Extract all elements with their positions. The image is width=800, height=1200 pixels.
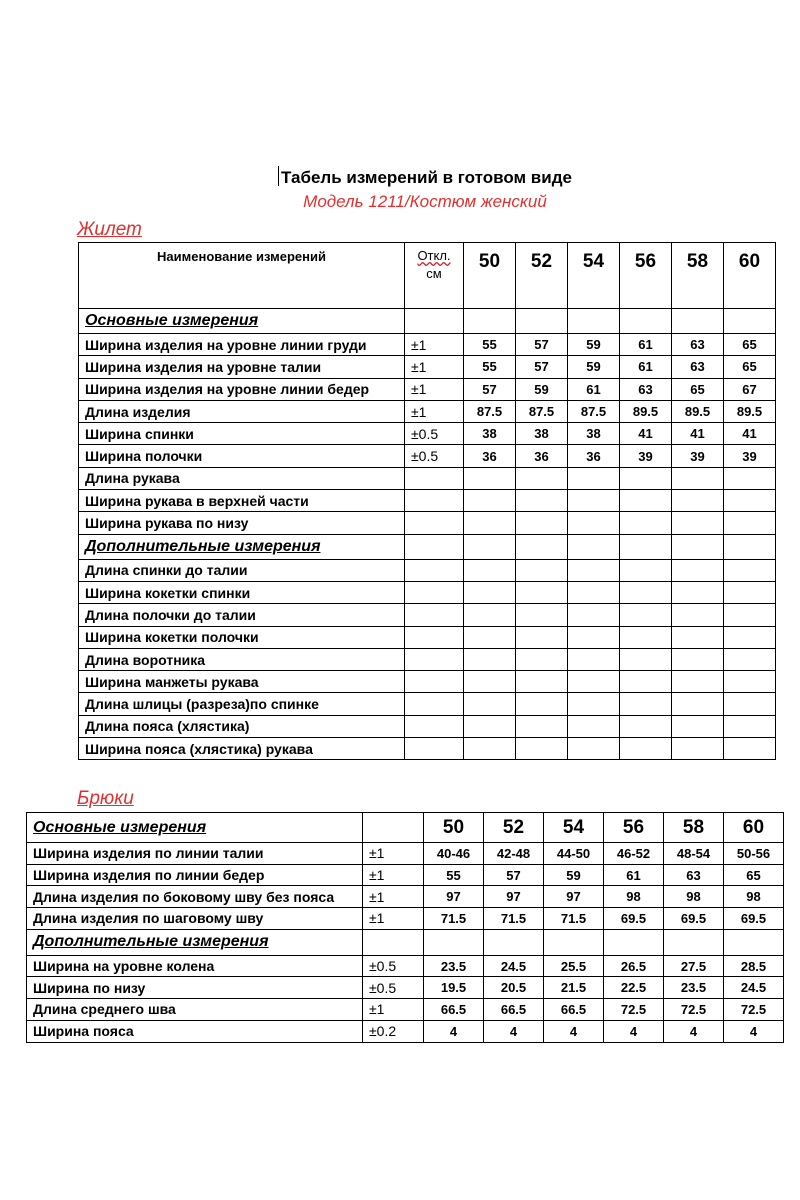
tolerance-value	[405, 604, 464, 626]
measurement-value: 71.5	[544, 908, 604, 930]
measurement-value: 57	[484, 864, 544, 886]
measurement-value: 69.5	[664, 908, 724, 930]
tolerance-value: ±1	[363, 999, 424, 1021]
measurement-name: Длина изделия по шаговому шву	[27, 908, 363, 930]
measurement-value	[464, 559, 516, 581]
measurement-value	[516, 693, 568, 715]
table-row	[79, 490, 776, 512]
text-cursor	[278, 166, 279, 186]
tolerance-header-line2: см	[426, 266, 442, 281]
measurement-value	[516, 715, 568, 737]
measurement-value	[724, 559, 776, 581]
measurement-value	[464, 467, 516, 489]
measurement-value: 66.5	[424, 999, 484, 1021]
measurement-value	[724, 467, 776, 489]
measurement-name: Длина воротника	[79, 648, 405, 670]
measurement-name: Ширина на уровне колена	[27, 955, 363, 977]
measurement-value	[568, 604, 620, 626]
measurement-value: 36	[464, 445, 516, 467]
measurement-value: 97	[484, 886, 544, 908]
table-row	[79, 559, 776, 581]
measurement-value: 63	[620, 378, 672, 400]
measurement-value: 46-52	[604, 843, 664, 865]
measurement-value: 61	[568, 378, 620, 400]
tolerance-value	[405, 671, 464, 693]
measurement-value: 59	[544, 864, 604, 886]
measurement-value: 65	[724, 864, 784, 886]
measurement-value	[568, 648, 620, 670]
measurement-value: 65	[724, 334, 776, 356]
measurement-value	[568, 490, 620, 512]
size-header: 54	[568, 243, 620, 309]
size-header: 50	[464, 243, 516, 309]
measurement-value	[672, 581, 724, 603]
measurement-value: 72.5	[724, 999, 784, 1021]
size-header: 60	[724, 243, 776, 309]
empty-cell	[363, 813, 424, 843]
measurement-name: Ширина изделия на уровне талии	[79, 356, 405, 378]
table-row	[79, 671, 776, 693]
measurement-name: Длина спинки до талии	[79, 559, 405, 581]
measurement-value: 4	[604, 1020, 664, 1042]
measurement-value: 65	[672, 378, 724, 400]
measurement-value	[620, 671, 672, 693]
table-row	[27, 908, 784, 930]
measurement-value	[516, 626, 568, 648]
section-heading: Дополнительные измерения	[27, 929, 363, 955]
measurement-name: Длина шлицы (разреза)по спинке	[79, 693, 405, 715]
measurement-value: 28.5	[724, 955, 784, 977]
measurement-name: Длина полочки до талии	[79, 604, 405, 626]
empty-cell	[672, 534, 724, 559]
empty-cell	[568, 309, 620, 334]
measurement-value: 87.5	[464, 400, 516, 422]
measurement-value: 71.5	[484, 908, 544, 930]
measurement-value: 22.5	[604, 977, 664, 999]
tolerance-value	[405, 648, 464, 670]
measurement-value: 20.5	[484, 977, 544, 999]
table-row	[79, 400, 776, 422]
measurement-value: 55	[464, 356, 516, 378]
measurement-value	[464, 604, 516, 626]
measurement-value: 87.5	[568, 400, 620, 422]
table-row	[27, 843, 784, 865]
tolerance-value	[405, 715, 464, 737]
measurement-value: 39	[724, 445, 776, 467]
pants-section-label: Брюки	[77, 788, 134, 809]
measurement-value	[620, 604, 672, 626]
measurement-value	[672, 490, 724, 512]
measurement-value: 89.5	[620, 400, 672, 422]
measurement-value	[620, 715, 672, 737]
size-header: 58	[664, 813, 724, 843]
tolerance-value: ±1	[363, 886, 424, 908]
measurement-value	[516, 559, 568, 581]
measurement-name: Ширина пояса (хлястика) рукава	[79, 738, 405, 760]
measurement-value	[464, 626, 516, 648]
measurement-value: 26.5	[604, 955, 664, 977]
measurement-value: 59	[568, 334, 620, 356]
measurement-name: Ширина рукава по низу	[79, 512, 405, 534]
measurement-value	[672, 604, 724, 626]
measurement-value	[620, 512, 672, 534]
measurement-name: Ширина изделия по линии бедер	[27, 864, 363, 886]
measurement-value	[464, 693, 516, 715]
table-row	[27, 955, 784, 977]
table-row	[79, 693, 776, 715]
measurement-value	[672, 715, 724, 737]
table-row	[27, 1020, 784, 1042]
measurement-name: Ширина изделия на уровне линии груди	[79, 334, 405, 356]
measurement-value: 69.5	[724, 908, 784, 930]
measurement-value	[464, 648, 516, 670]
table-row	[79, 512, 776, 534]
tolerance-value: ±0.5	[363, 977, 424, 999]
table-row	[79, 648, 776, 670]
tolerance-value: ±0.5	[363, 955, 424, 977]
measurement-value	[568, 467, 620, 489]
measurement-value	[672, 693, 724, 715]
measurement-value: 36	[568, 445, 620, 467]
tolerance-value	[405, 490, 464, 512]
table-row	[27, 999, 784, 1021]
measurement-value	[620, 467, 672, 489]
tolerance-value	[405, 559, 464, 581]
measurement-value: 98	[664, 886, 724, 908]
measurement-name: Ширина изделия по линии талии	[27, 843, 363, 865]
pants-measurements-table	[26, 812, 784, 1043]
measurement-value: 50-56	[724, 843, 784, 865]
measurement-value	[672, 671, 724, 693]
measurement-value: 55	[464, 334, 516, 356]
tolerance-value: ±1	[405, 334, 464, 356]
measurement-value: 72.5	[664, 999, 724, 1021]
measurement-value	[672, 626, 724, 648]
section-heading: Дополнительные измерения	[79, 534, 405, 559]
empty-cell	[516, 309, 568, 334]
measurement-value: 98	[724, 886, 784, 908]
size-header: 54	[544, 813, 604, 843]
measurement-value: 59	[568, 356, 620, 378]
size-header: 56	[604, 813, 664, 843]
section-heading: Основные измерения	[27, 813, 363, 843]
measurement-value	[516, 490, 568, 512]
measurement-value	[672, 738, 724, 760]
table-row	[79, 378, 776, 400]
measurement-value: 61	[620, 356, 672, 378]
measurement-value: 63	[672, 356, 724, 378]
measurement-value	[620, 490, 672, 512]
measurement-value	[724, 671, 776, 693]
model-subtitle: Модель 1211/Костюм женский	[303, 192, 547, 211]
measurement-value: 39	[620, 445, 672, 467]
section-row	[27, 929, 784, 955]
empty-cell	[568, 534, 620, 559]
measurement-value: 66.5	[484, 999, 544, 1021]
measurement-value	[516, 467, 568, 489]
table-row	[27, 864, 784, 886]
measurement-value	[516, 738, 568, 760]
measurement-value: 42-48	[484, 843, 544, 865]
measurement-value: 89.5	[724, 400, 776, 422]
empty-cell	[724, 929, 784, 955]
measurement-value: 25.5	[544, 955, 604, 977]
table-row	[27, 886, 784, 908]
table-row	[79, 626, 776, 648]
measurement-value	[724, 512, 776, 534]
measurement-value	[516, 648, 568, 670]
section-row	[79, 309, 776, 334]
measurement-value: 4	[484, 1020, 544, 1042]
size-header: 60	[724, 813, 784, 843]
column-header-name: Наименование измерений	[79, 243, 405, 309]
size-header: 50	[424, 813, 484, 843]
measurement-value	[464, 671, 516, 693]
measurement-value: 55	[424, 864, 484, 886]
measurement-value	[516, 512, 568, 534]
measurement-value	[464, 512, 516, 534]
size-header: 52	[516, 243, 568, 309]
measurement-value: 48-54	[664, 843, 724, 865]
measurement-value	[620, 581, 672, 603]
measurement-value: 63	[672, 334, 724, 356]
measurement-value	[464, 715, 516, 737]
measurement-value: 27.5	[664, 955, 724, 977]
measurement-name: Ширина по низу	[27, 977, 363, 999]
measurement-value: 89.5	[672, 400, 724, 422]
measurement-name: Ширина полочки	[79, 445, 405, 467]
measurement-value: 4	[664, 1020, 724, 1042]
measurement-value	[464, 738, 516, 760]
empty-cell	[664, 929, 724, 955]
measurement-value: 97	[544, 886, 604, 908]
measurement-value	[724, 738, 776, 760]
measurement-value	[516, 581, 568, 603]
page-title	[0, 166, 800, 188]
measurement-value	[516, 604, 568, 626]
empty-cell	[363, 929, 424, 955]
measurement-value	[672, 648, 724, 670]
measurement-value: 38	[464, 423, 516, 445]
tolerance-value: ±1	[363, 908, 424, 930]
empty-cell	[484, 929, 544, 955]
measurement-value: 41	[672, 423, 724, 445]
measurement-value	[568, 671, 620, 693]
tolerance-value: ±1	[363, 864, 424, 886]
table-row	[79, 581, 776, 603]
vest-section-label: Жилет	[77, 219, 142, 240]
table-row	[79, 423, 776, 445]
tolerance-value	[405, 626, 464, 648]
table-row	[27, 977, 784, 999]
measurement-value	[620, 559, 672, 581]
measurement-name: Ширина спинки	[79, 423, 405, 445]
measurement-value: 36	[516, 445, 568, 467]
measurement-value: 23.5	[424, 955, 484, 977]
measurement-name: Ширина изделия на уровне линии бедер	[79, 378, 405, 400]
tolerance-value	[405, 581, 464, 603]
measurement-value	[568, 626, 620, 648]
page-title-text: Табель измерений в готовом виде	[281, 168, 572, 187]
tolerance-value: ±1	[363, 843, 424, 865]
measurement-value: 65	[724, 356, 776, 378]
measurement-value	[620, 626, 672, 648]
measurement-value	[672, 512, 724, 534]
measurement-value	[464, 581, 516, 603]
tolerance-value: ±0.5	[405, 445, 464, 467]
empty-cell	[405, 309, 464, 334]
measurement-value	[724, 490, 776, 512]
measurement-value	[568, 738, 620, 760]
measurement-name: Ширина манжеты рукава	[79, 671, 405, 693]
measurement-value	[724, 715, 776, 737]
measurement-name: Ширина кокетки спинки	[79, 581, 405, 603]
measurement-value: 21.5	[544, 977, 604, 999]
measurement-value	[568, 512, 620, 534]
measurement-value: 61	[604, 864, 664, 886]
measurement-value: 4	[724, 1020, 784, 1042]
measurement-value: 38	[516, 423, 568, 445]
vest-measurements-table	[78, 242, 776, 760]
measurement-value: 67	[724, 378, 776, 400]
measurement-value	[620, 648, 672, 670]
size-header: 58	[672, 243, 724, 309]
measurement-value: 61	[620, 334, 672, 356]
measurement-value: 41	[620, 423, 672, 445]
measurement-name: Длина среднего шва	[27, 999, 363, 1021]
table-header-row	[27, 813, 784, 843]
measurement-value	[568, 559, 620, 581]
table-row	[79, 445, 776, 467]
measurement-value: 4	[424, 1020, 484, 1042]
tolerance-value: ±1	[405, 356, 464, 378]
measurement-name: Ширина рукава в верхней части	[79, 490, 405, 512]
measurement-value: 66.5	[544, 999, 604, 1021]
measurement-value: 97	[424, 886, 484, 908]
measurement-name: Длина рукава	[79, 467, 405, 489]
table-row	[79, 604, 776, 626]
empty-cell	[672, 309, 724, 334]
measurement-value: 38	[568, 423, 620, 445]
table-row	[79, 738, 776, 760]
tolerance-value	[405, 467, 464, 489]
measurement-name: Длина пояса (хлястика)	[79, 715, 405, 737]
empty-cell	[604, 929, 664, 955]
measurement-value: 87.5	[516, 400, 568, 422]
empty-cell	[464, 534, 516, 559]
tolerance-value: ±0.2	[363, 1020, 424, 1042]
empty-cell	[724, 534, 776, 559]
measurement-value	[672, 467, 724, 489]
measurement-value	[724, 693, 776, 715]
empty-cell	[464, 309, 516, 334]
tolerance-value	[405, 738, 464, 760]
table-row	[79, 715, 776, 737]
measurement-value: 71.5	[424, 908, 484, 930]
tolerance-value: ±1	[405, 378, 464, 400]
empty-cell	[516, 534, 568, 559]
measurement-value	[568, 581, 620, 603]
measurement-value: 23.5	[664, 977, 724, 999]
measurement-value: 19.5	[424, 977, 484, 999]
measurement-name: Ширина кокетки полочки	[79, 626, 405, 648]
measurement-value: 72.5	[604, 999, 664, 1021]
measurement-value: 59	[516, 378, 568, 400]
empty-cell	[724, 309, 776, 334]
measurement-value	[724, 604, 776, 626]
table-header-row	[79, 243, 776, 309]
measurement-name: Длина изделия по боковому шву без пояса	[27, 886, 363, 908]
measurement-value: 24.5	[724, 977, 784, 999]
measurement-value: 57	[516, 356, 568, 378]
measurement-value: 40-46	[424, 843, 484, 865]
size-header: 56	[620, 243, 672, 309]
tolerance-value	[405, 512, 464, 534]
measurement-name: Ширина пояса	[27, 1020, 363, 1042]
empty-cell	[424, 929, 484, 955]
measurement-value	[568, 693, 620, 715]
measurement-value	[724, 626, 776, 648]
measurement-value: 41	[724, 423, 776, 445]
measurement-value: 57	[516, 334, 568, 356]
measurement-value: 44-50	[544, 843, 604, 865]
measurement-value	[672, 559, 724, 581]
measurement-value: 4	[544, 1020, 604, 1042]
measurement-value	[724, 581, 776, 603]
measurement-value	[516, 671, 568, 693]
measurement-value	[464, 490, 516, 512]
measurement-value	[620, 738, 672, 760]
measurement-value: 98	[604, 886, 664, 908]
measurement-value: 39	[672, 445, 724, 467]
measurement-value: 24.5	[484, 955, 544, 977]
empty-cell	[544, 929, 604, 955]
measurement-name: Длина изделия	[79, 400, 405, 422]
table-row	[79, 334, 776, 356]
measurement-value: 69.5	[604, 908, 664, 930]
measurement-value: 57	[464, 378, 516, 400]
measurement-value: 63	[664, 864, 724, 886]
tolerance-value	[405, 693, 464, 715]
section-heading: Основные измерения	[79, 309, 405, 334]
empty-cell	[620, 309, 672, 334]
measurement-value	[568, 715, 620, 737]
table-row	[79, 467, 776, 489]
size-header: 52	[484, 813, 544, 843]
section-row	[79, 534, 776, 559]
empty-cell	[620, 534, 672, 559]
measurement-value	[620, 693, 672, 715]
column-header-tolerance	[405, 243, 464, 309]
tolerance-value: ±0.5	[405, 423, 464, 445]
tolerance-header-line1: Откл.	[417, 248, 451, 263]
empty-cell	[405, 534, 464, 559]
tolerance-value: ±1	[405, 400, 464, 422]
table-row	[79, 356, 776, 378]
measurement-value	[724, 648, 776, 670]
